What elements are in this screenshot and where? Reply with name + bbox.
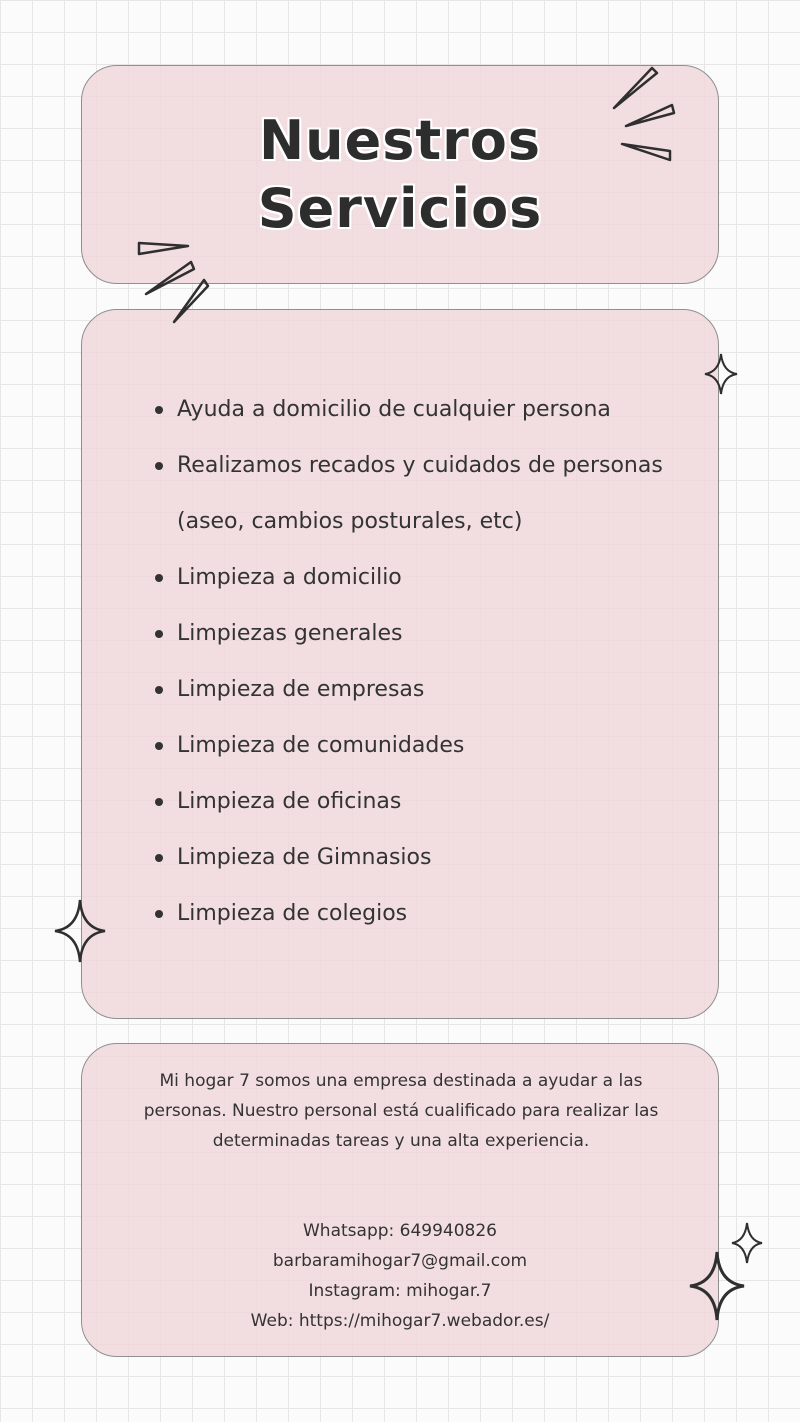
list-item: Limpiezas generales <box>155 606 695 662</box>
list-item: Limpieza a domicilio <box>155 550 695 606</box>
burst-lines-icon <box>608 62 680 168</box>
list-item: Limpieza de empresas <box>155 662 695 718</box>
list-item: Limpieza de oficinas <box>155 774 695 830</box>
company-description: Mi hogar 7 somos una empresa destinada a ayudar a las personas. Nuestro personal está cualificado para realizar las determinadas tareas y una alta experiencia. <box>143 1071 659 1151</box>
sparkle-icon <box>688 1250 746 1322</box>
info-card <box>81 1043 719 1357</box>
title-line-2: Servicios <box>257 176 543 240</box>
list-item: Limpieza de comunidades <box>155 718 695 774</box>
contact-block <box>82 1216 718 1336</box>
sparkle-icon <box>53 898 107 964</box>
title-line-1: Nuestros <box>258 108 542 172</box>
email-contact: barbaramihogar7@gmail.com <box>272 1251 528 1271</box>
whatsapp-contact: Whatsapp: 649940826 <box>303 1221 497 1241</box>
burst-lines-icon <box>134 238 212 334</box>
services-card <box>81 309 719 1019</box>
page-title <box>258 107 543 243</box>
list-item: Ayuda a domicilio de cualquier persona <box>155 382 695 438</box>
web-contact: Web: https://mihogar7.webador.es/ <box>250 1311 550 1331</box>
list-item: Realizamos recados y cuidados de personas (aseo, cambios posturales, etc) <box>155 438 695 550</box>
list-item: Limpieza de colegios <box>155 886 695 942</box>
sparkle-icon <box>703 352 739 396</box>
services-list <box>155 382 695 942</box>
list-item: Limpieza de Gimnasios <box>155 830 695 886</box>
instagram-contact: Instagram: mihogar.7 <box>308 1281 492 1301</box>
